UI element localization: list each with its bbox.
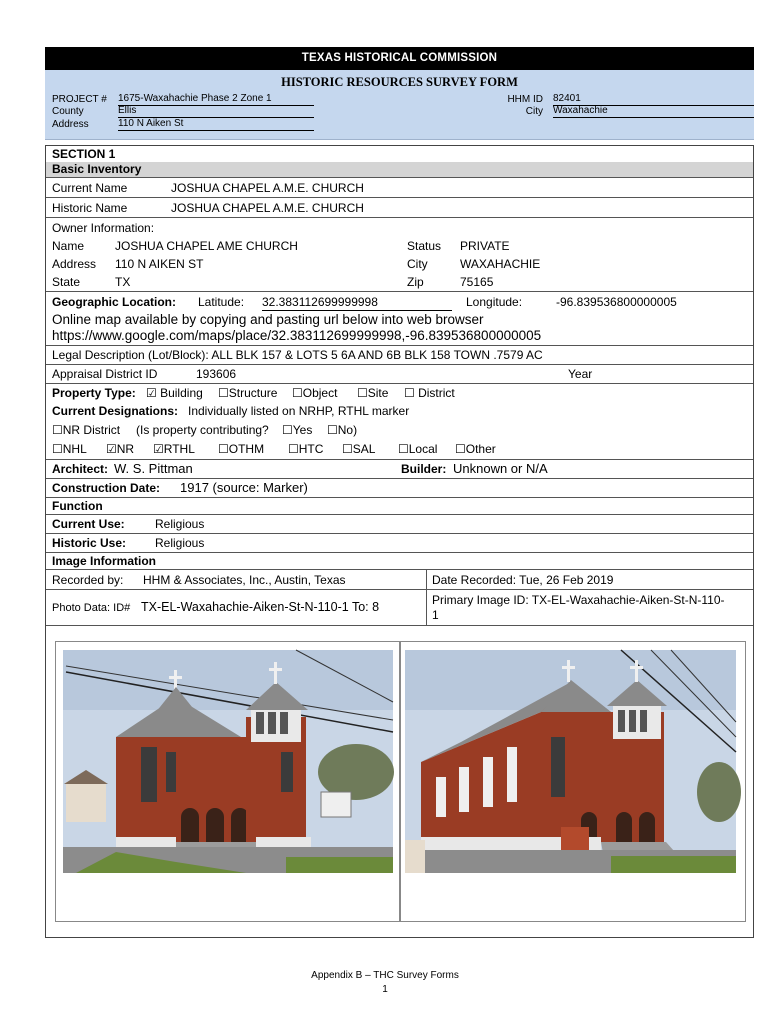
owner-name-label: Name — [52, 239, 85, 253]
architect-label: Architect: — [52, 462, 109, 476]
status-label: Status — [407, 239, 442, 253]
designations-value: Individually listed on NRHP, RTHL marker — [188, 404, 410, 418]
recorded-by-row — [46, 570, 753, 590]
owner-name-value: JOSHUA CHAPEL AME CHURCH — [115, 239, 298, 253]
recorded-by-value: HHM & Associates, Inc., Austin, Texas — [143, 573, 346, 587]
photo-data-value: TX-EL-Waxahachie-Aiken-St-N-110-1 To: 8 — [141, 600, 380, 614]
state-label: State — [52, 275, 81, 289]
project-value: 1675-Waxahachie Phase 2 Zone 1 — [118, 93, 314, 106]
historic-use-row — [46, 534, 753, 553]
pt-structure-checkbox[interactable]: ☐Structure — [218, 386, 278, 400]
form-title: HISTORIC RESOURCES SURVEY FORM — [281, 75, 518, 89]
architect-row — [46, 460, 753, 479]
county-label: County — [52, 106, 84, 117]
primary-image-id-line2: 1 — [432, 608, 439, 622]
owner-information-row — [46, 218, 753, 292]
construction-date-row — [46, 479, 753, 498]
current-use-label: Current Use: — [52, 517, 125, 531]
function-heading-row — [46, 498, 753, 515]
construction-date-value: 1917 (source: Marker) — [180, 480, 308, 495]
agency-bar — [45, 47, 754, 70]
historic-name-label: Historic Name — [52, 201, 128, 215]
county-value: Ellis — [118, 105, 314, 118]
local-checkbox[interactable]: ☐Local — [398, 442, 438, 456]
contributing-yes-checkbox[interactable]: ☐Yes — [282, 423, 313, 437]
othm-checkbox[interactable]: ☐OTHM — [218, 442, 265, 456]
section-1-form — [45, 145, 754, 938]
function-heading: Function — [52, 499, 103, 513]
agency-name: TEXAS HISTORICAL COMMISSION — [301, 52, 498, 64]
htc-checkbox[interactable]: ☐HTC — [288, 442, 324, 456]
current-name-value: JOSHUA CHAPEL A.M.E. CHURCH — [171, 181, 364, 195]
appendix-footer: Appendix B – THC Survey Forms — [311, 970, 459, 981]
property-type-row — [46, 384, 753, 460]
current-use-value: Religious — [155, 517, 205, 531]
builder-label: Builder: — [401, 462, 447, 476]
property-type-label: Property Type: — [52, 386, 136, 400]
status-value: PRIVATE — [460, 239, 510, 253]
appraisal-value: 193606 — [196, 367, 237, 381]
owner-city-label: City — [407, 257, 428, 271]
legal-description-row — [46, 346, 753, 365]
church-oblique-photo[interactable] — [401, 642, 745, 921]
nhl-checkbox[interactable]: ☐NHL — [52, 442, 87, 456]
year-label: Year — [568, 367, 593, 381]
pt-site-checkbox[interactable]: ☐Site — [357, 386, 389, 400]
current-name-label: Current Name — [52, 181, 128, 195]
appraisal-row — [46, 365, 753, 384]
builder-value: Unknown or N/A — [453, 461, 548, 476]
pt-object-checkbox[interactable]: ☐Object — [292, 386, 338, 400]
longitude-label: Longitude: — [466, 295, 523, 309]
photo-frame-right — [400, 641, 746, 922]
owner-info-label: Owner Information: — [52, 221, 155, 235]
owner-address-value: 110 N AIKEN ST — [115, 257, 204, 271]
address-label: Address — [52, 119, 89, 130]
nr-checkbox[interactable]: ☑NR — [106, 442, 135, 456]
historic-use-label: Historic Use: — [52, 536, 127, 550]
historic-name-row — [46, 198, 753, 218]
hhm-id-label: HHM ID — [507, 94, 543, 105]
city-value: Waxahachie — [553, 105, 754, 118]
map-url-link[interactable]: https://www.google.com/maps/place/32.383112699999998,-96.839536800000005 — [52, 328, 542, 343]
pt-district-checkbox[interactable]: ☐ District — [404, 386, 455, 400]
zip-label: Zip — [407, 275, 424, 289]
contributing-question: (Is property contributing? — [136, 423, 269, 437]
primary-image-id-line1: Primary Image ID: TX-EL-Waxahachie-Aiken-St-N-110- — [432, 593, 725, 607]
pt-building-checkbox[interactable]: ☑ Building — [146, 386, 203, 400]
historic-name-value: JOSHUA CHAPEL A.M.E. CHURCH — [171, 201, 364, 215]
current-name-row — [46, 178, 753, 198]
date-recorded: Date Recorded: Tue, 26 Feb 2019 — [432, 573, 614, 587]
zip-value: 75165 — [460, 275, 494, 289]
address-value: 110 N Aiken St — [118, 118, 314, 131]
owner-city-value: WAXAHACHIE — [460, 257, 541, 271]
photo-data-row — [46, 590, 753, 626]
latitude-label: Latitude: — [198, 295, 245, 309]
image-info-heading: Image Information — [52, 554, 157, 568]
longitude-value: -96.839536800000005 — [556, 295, 677, 309]
rthl-checkbox[interactable]: ☑RTHL — [153, 442, 195, 456]
historic-use-value: Religious — [155, 536, 205, 550]
architect-value: W. S. Pittman — [114, 461, 193, 476]
map-note: Online map available by copying and pasting url below into web browser — [52, 312, 484, 327]
section-title-row — [46, 146, 753, 162]
geographic-location-row — [46, 292, 753, 346]
hhm-id-value: 82401 — [553, 93, 754, 106]
nr-district-checkbox[interactable]: ☐NR District — [52, 423, 121, 437]
photo-frame-left — [55, 641, 400, 922]
image-info-heading-row — [46, 553, 753, 570]
geo-location-label: Geographic Location: — [52, 295, 177, 309]
city-label: City — [525, 106, 543, 117]
basic-inventory-row — [46, 162, 753, 178]
construction-date-label: Construction Date: — [52, 481, 160, 495]
photo-data-label: Photo Data: ID# — [52, 602, 131, 614]
state-value: TX — [115, 275, 131, 289]
current-use-row — [46, 515, 753, 534]
basic-inventory-heading: Basic Inventory — [52, 162, 142, 176]
latitude-value: 32.383112699999998 — [262, 295, 452, 311]
appraisal-label: Appraisal District ID — [52, 367, 158, 381]
page-number: 1 — [382, 984, 388, 995]
owner-address-label: Address — [52, 257, 97, 271]
recorded-by-label: Recorded by: — [52, 573, 124, 587]
section-title: SECTION 1 — [52, 147, 116, 161]
project-label: PROJECT # — [52, 94, 107, 105]
designations-label: Current Designations: — [52, 404, 179, 418]
church-front-photo[interactable] — [56, 642, 399, 921]
contributing-no-checkbox[interactable]: ☐No) — [327, 423, 358, 437]
other-checkbox[interactable]: ☐Other — [455, 442, 496, 456]
legal-description: Legal Description (Lot/Block): ALL BLK 157 & LOTS 5 6A AND 6B BLK 158 TOWN .7579 AC — [52, 348, 543, 362]
form-header — [45, 70, 754, 140]
sal-checkbox[interactable]: ☐SAL — [342, 442, 376, 456]
